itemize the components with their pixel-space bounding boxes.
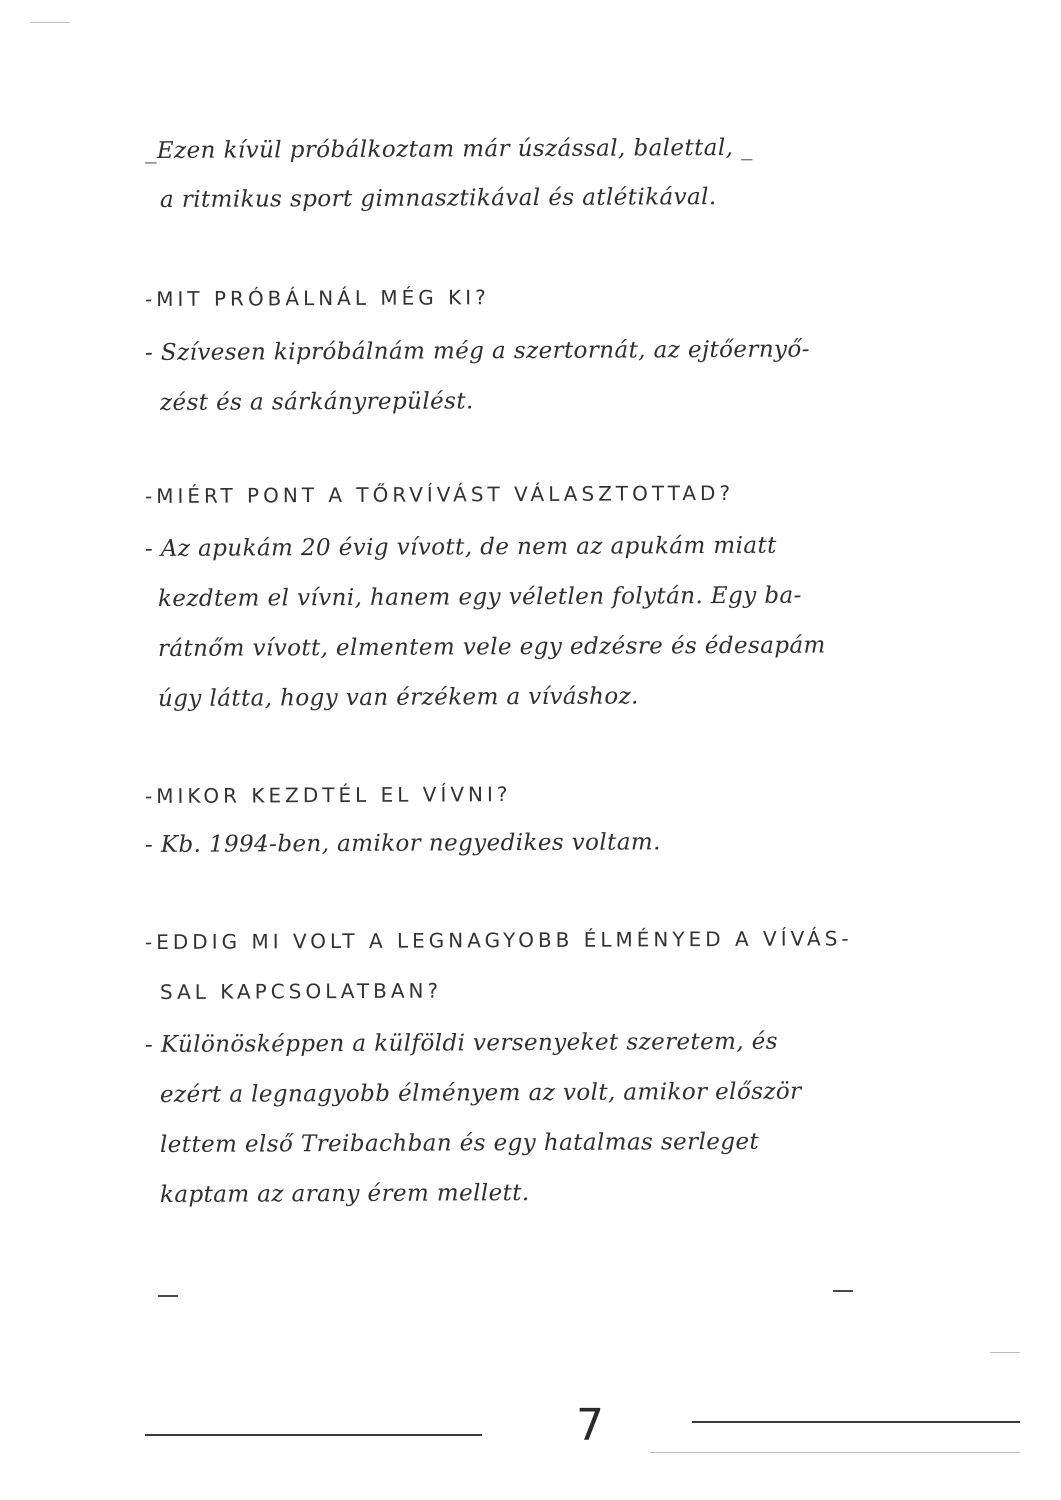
question-line: -EDDIG MI VOLT A LEGNAGYOBB ÉLMÉNYED A VÍVÁS-: [144, 926, 853, 954]
answer-line: kaptam az arany érem mellett.: [159, 1180, 530, 1208]
footer-rule-left: [145, 1434, 482, 1436]
scan-mark: [30, 22, 70, 23]
question-line: -MIÉRT PONT A TŐRVÍVÁST VÁLASZTOTTAD?: [144, 480, 735, 508]
answer-line: kezdtem el vívni, hanem egy véletlen folytán. Egy ba-: [157, 582, 802, 612]
answer-line: a ritmikus sport gimnasztikával és atlétikával.: [159, 184, 717, 213]
answer-line: zést és a sárkányrepülést.: [159, 388, 474, 416]
answer-line: - Az apukám 20 évig vívott, de nem az apukám miatt: [144, 532, 777, 562]
answer-line: _Ezen kívül próbálkoztam már úszással, balettal, _: [144, 134, 753, 164]
question-line: -MIT PRÓBÁLNÁL MÉG KI?: [144, 285, 490, 311]
question-line: -MIKOR KEZDTÉL EL VÍVNI?: [144, 782, 512, 808]
footer-rule-right: [692, 1421, 1020, 1423]
question-line: SAL KAPCSOLATBAN?: [159, 978, 443, 1004]
closing-dash: [158, 1295, 178, 1297]
closing-dash: [833, 1290, 853, 1292]
answer-line: - Különösképpen a külföldi versenyeket szeretem, és: [144, 1028, 779, 1058]
scan-mark: [990, 1352, 1020, 1353]
answer-line: ezért a legnagyobb élményem az volt, amikor először: [159, 1078, 802, 1108]
answer-line: - Kb. 1994-ben, amikor negyedikes voltam.: [144, 829, 661, 858]
page-number: 7: [576, 1400, 604, 1451]
answer-line: lettem első Treibachban és egy hatalmas serleget: [159, 1128, 760, 1158]
answer-line: rátnőm vívott, elmentem vele egy edzésre és édesapám: [157, 632, 826, 662]
scan-mark: [650, 1452, 1020, 1453]
answer-line: úgy látta, hogy van érzékem a víváshoz.: [157, 683, 639, 712]
answer-line: - Szívesen kipróbálnám még a szertornát, az ejtőernyő-: [144, 336, 810, 366]
